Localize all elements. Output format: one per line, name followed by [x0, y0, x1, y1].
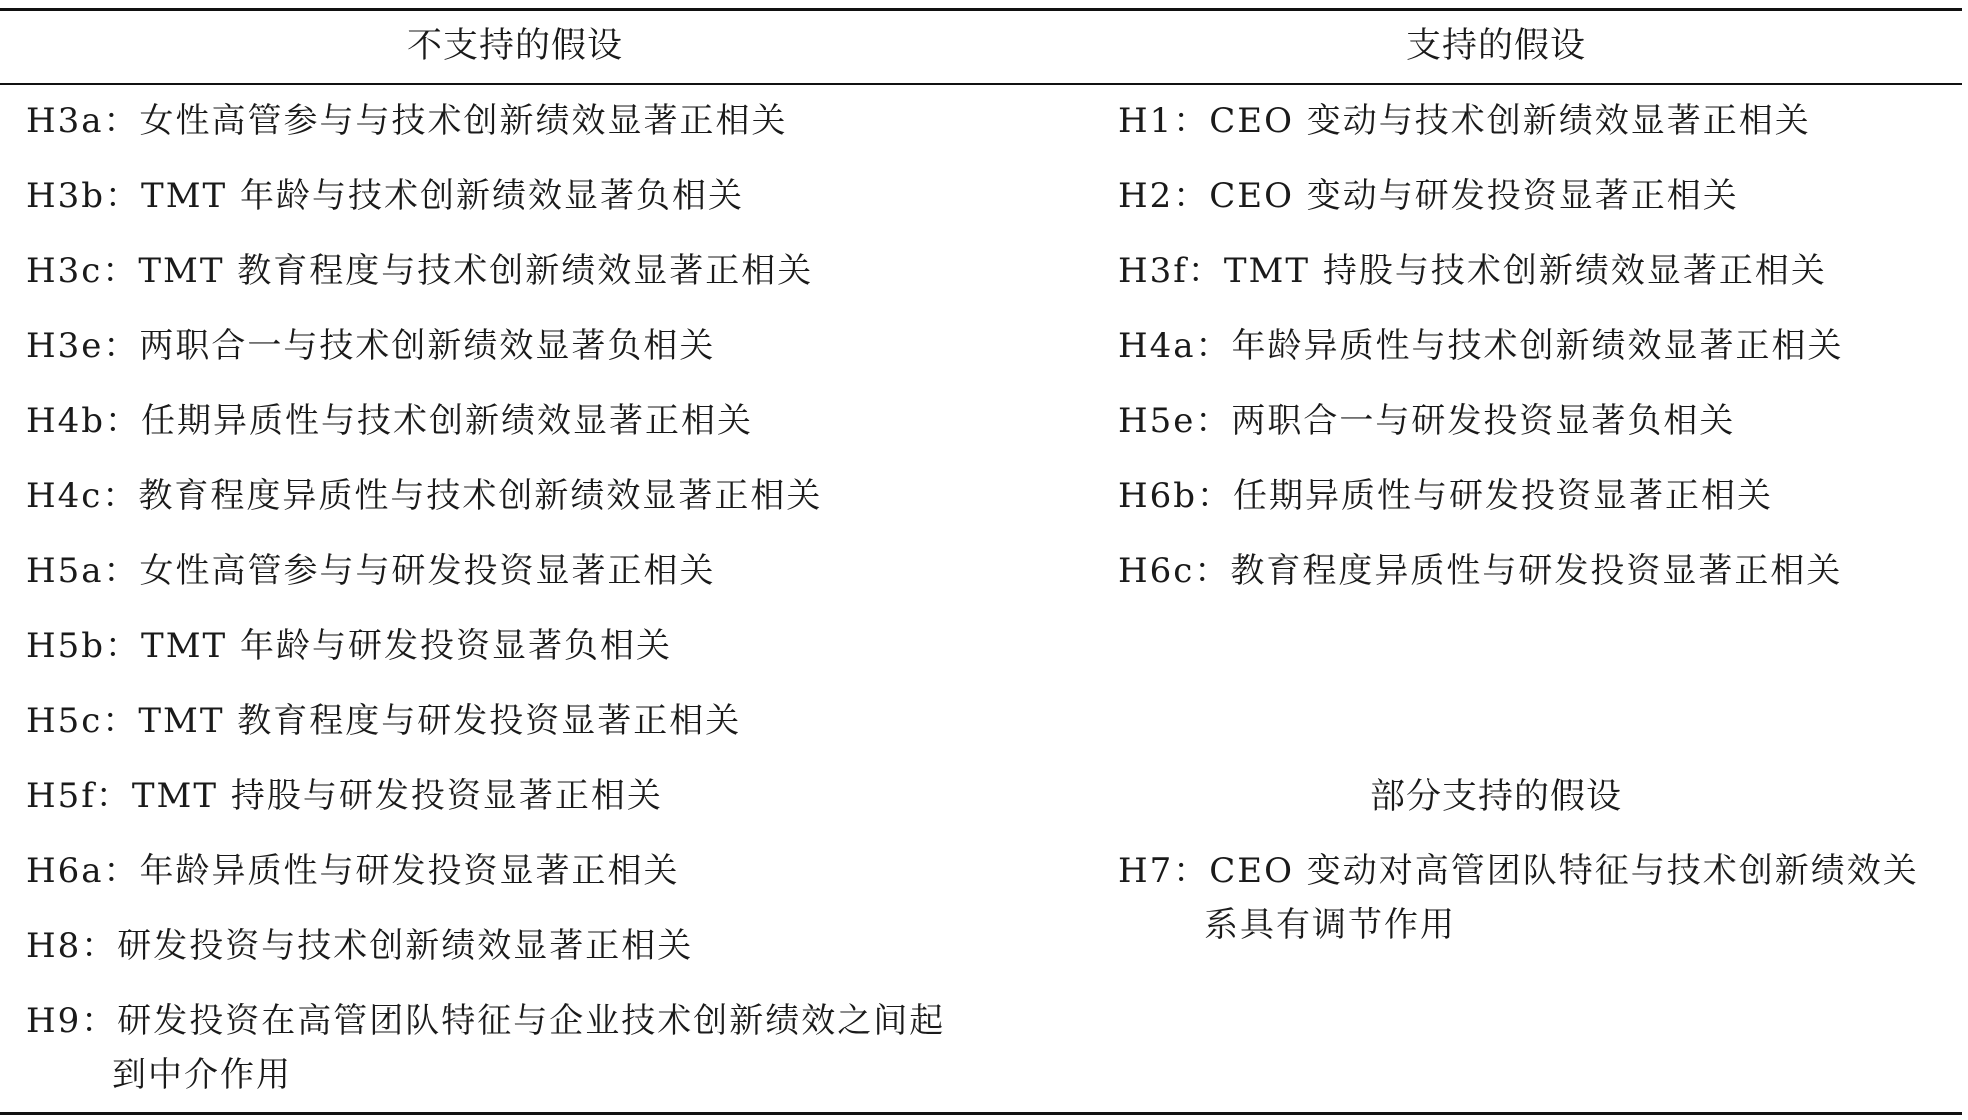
partially-supported-column — [1118, 846, 1958, 954]
table-row: H3b：TMT 年龄与技术创新绩效显著负相关 — [26, 176, 745, 216]
h7-line1: H7：CEO 变动对高管团队特征与技术创新绩效关 — [1118, 851, 1919, 891]
supported-column — [1118, 96, 1958, 621]
unsupported-column — [26, 96, 1026, 1104]
h9-line2: 到中介作用 — [112, 1055, 292, 1095]
table-row: H3c：TMT 教育程度与技术创新绩效显著正相关 — [26, 251, 814, 291]
supported-header: 支持的假设 — [1405, 26, 1586, 66]
table-row-h9 — [26, 996, 1026, 1104]
table-row: H1：CEO 变动与技术创新绩效显著正相关 — [1118, 101, 1811, 141]
table-row: H5b：TMT 年龄与研发投资显著负相关 — [26, 626, 673, 666]
table-row: H3e：两职合一与技术创新绩效显著负相关 — [26, 326, 716, 366]
table-top-rule — [0, 8, 1962, 11]
table-row: H4b：任期异质性与技术创新绩效显著正相关 — [26, 401, 754, 441]
table-row: H5e：两职合一与研发投资显著负相关 — [1118, 401, 1736, 441]
h7-line2: 系具有调节作用 — [1204, 905, 1456, 945]
table-row: H5a：女性高管参与与研发投资显著正相关 — [26, 551, 716, 591]
table-row: H6a：年龄异质性与研发投资显著正相关 — [26, 851, 680, 891]
h9-line1: H9：研发投资在高管团队特征与企业技术创新绩效之间起 — [26, 1001, 946, 1041]
table-bottom-rule — [0, 1112, 1962, 1115]
table-row: H6c：教育程度异质性与研发投资显著正相关 — [1118, 551, 1843, 591]
table-row: H5c：TMT 教育程度与研发投资显著正相关 — [26, 701, 742, 741]
table-row: H4a：年龄异质性与技术创新绩效显著正相关 — [1118, 326, 1844, 366]
table-row: H3f：TMT 持股与技术创新绩效显著正相关 — [1118, 251, 1827, 291]
table-row-h7 — [1118, 846, 1958, 954]
table-header-rule — [0, 83, 1962, 85]
unsupported-header: 不支持的假设 — [406, 26, 623, 66]
table-row: H3a：女性高管参与与技术创新绩效显著正相关 — [26, 101, 788, 141]
table-row: H2：CEO 变动与研发投资显著正相关 — [1118, 176, 1739, 216]
table-row: H5f：TMT 持股与研发投资显著正相关 — [26, 776, 663, 816]
partially-supported-header: 部分支持的假设 — [1369, 777, 1622, 817]
table-row: H4c：教育程度异质性与技术创新绩效显著正相关 — [26, 476, 823, 516]
table-row: H6b：任期异质性与研发投资显著正相关 — [1118, 476, 1774, 516]
table-row: H8：研发投资与技术创新绩效显著正相关 — [26, 926, 694, 966]
